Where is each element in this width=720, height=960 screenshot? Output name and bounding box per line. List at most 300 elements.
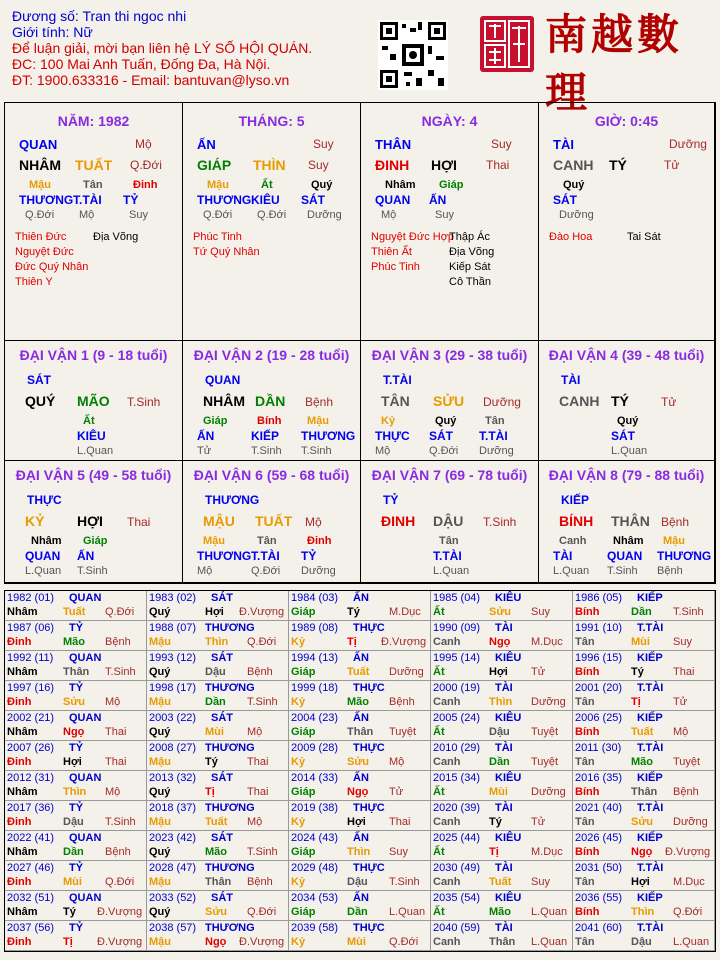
year-cell[interactable]	[431, 831, 573, 861]
year-state: Mộ	[105, 786, 121, 798]
year-cell[interactable]	[431, 651, 573, 681]
year-cell[interactable]	[431, 891, 573, 921]
year-can: Mậu	[149, 876, 171, 888]
year-chi: Tý	[631, 666, 644, 678]
year-chi: Tị	[63, 936, 73, 948]
year-can: Nhâm	[7, 666, 38, 678]
gender: Giới tính: Nữ	[12, 24, 93, 40]
year-god: THỰC	[353, 622, 385, 634]
year-label: 2012 (31)	[7, 772, 55, 784]
year-god: QUAN	[69, 652, 102, 664]
year-cell[interactable]	[573, 771, 715, 801]
year-god: QUAN	[69, 892, 102, 904]
year-chi: Dậu	[489, 726, 510, 738]
dai-van-hidden-state: T.Sinh	[251, 445, 282, 457]
star-bad: Tai Sát	[627, 231, 661, 243]
year-cell[interactable]	[289, 921, 431, 951]
year-can: Bính	[575, 606, 600, 618]
hidden-god: SÁT	[301, 193, 325, 207]
year-state: Suy	[531, 606, 550, 618]
year-cell[interactable]	[5, 681, 147, 711]
year-can: Nhâm	[7, 906, 38, 918]
year-label: 2020 (39)	[433, 802, 481, 814]
year-state: Tử	[531, 666, 546, 678]
year-cell[interactable]	[5, 771, 147, 801]
year-chi: Tuất	[205, 816, 228, 828]
year-god: T.TÀI	[637, 622, 664, 634]
dai-van-chi: DẦN	[255, 393, 286, 409]
year-can: Bính	[575, 666, 600, 678]
year-can: Đinh	[7, 636, 32, 648]
dai-van-1[interactable]	[5, 341, 183, 461]
hidden-god: THƯƠNG	[19, 193, 74, 207]
dai-van-8[interactable]	[539, 461, 715, 583]
year-state: T.Sinh	[105, 666, 136, 678]
year-label: 2022 (41)	[7, 832, 55, 844]
year-god: TÀI	[495, 802, 513, 814]
year-god: KIÊU	[495, 592, 522, 604]
year-label: 1985 (04)	[433, 592, 481, 604]
year-god: QUAN	[69, 592, 102, 604]
hidden-god: THƯƠNG	[197, 193, 252, 207]
year-god: THƯƠNG	[205, 862, 255, 874]
dai-van-hidden-god: THƯƠNG	[197, 549, 252, 563]
year-cell[interactable]	[573, 861, 715, 891]
year-can: Mậu	[149, 936, 171, 948]
year-chi: Tý	[489, 816, 502, 828]
year-cell[interactable]	[5, 711, 147, 741]
year-chi: Hợi	[63, 756, 82, 768]
year-chi: Dậu	[205, 666, 226, 678]
dai-van-can: MẬU	[203, 513, 235, 529]
year-god: ẤN	[353, 592, 369, 604]
year-cell[interactable]	[289, 861, 431, 891]
dai-van-hidden-can: Quý	[435, 415, 457, 427]
year-cell[interactable]	[573, 921, 715, 951]
year-label: 1986 (05)	[575, 592, 623, 604]
year-state: T.Sinh	[673, 606, 704, 618]
year-cell[interactable]	[573, 711, 715, 741]
year-chi: Tý	[63, 906, 76, 918]
year-can: Giáp	[291, 906, 316, 918]
star-bad: Thập Ác	[449, 231, 490, 243]
year-chi: Thân	[63, 666, 90, 678]
dai-van-hidden-state: L.Quan	[433, 565, 470, 577]
year-cell[interactable]	[573, 801, 715, 831]
dai-van-state: T.Sinh	[127, 395, 161, 409]
year-label: 1991 (10)	[575, 622, 623, 634]
dai-van-hidden-god: KIẾP	[251, 429, 280, 443]
dai-van-hidden-can: Nhâm	[613, 535, 644, 547]
year-label: 2036 (55)	[575, 892, 623, 904]
year-cell[interactable]	[147, 861, 289, 891]
year-god: QUAN	[69, 712, 102, 724]
year-cell[interactable]	[289, 801, 431, 831]
year-state: Tuyệt	[673, 756, 701, 768]
year-chi: Dần	[489, 756, 510, 768]
year-state: Bệnh	[247, 876, 273, 888]
year-cell[interactable]	[573, 651, 715, 681]
year-can: Nhâm	[7, 726, 38, 738]
year-chi: Thìn	[631, 906, 655, 918]
year-label: 2004 (23)	[291, 712, 339, 724]
year-chi: Mùi	[205, 726, 224, 738]
year-god: KIẾP	[637, 772, 663, 784]
year-cell[interactable]	[289, 741, 431, 771]
year-god: QUAN	[69, 832, 102, 844]
year-god: KIÊU	[495, 652, 522, 664]
dai-van-hidden-can: Đinh	[307, 535, 332, 547]
year-cell[interactable]	[5, 651, 147, 681]
year-cell[interactable]	[431, 711, 573, 741]
year-cell[interactable]	[147, 711, 289, 741]
year-chi: Thìn	[205, 636, 229, 648]
year-cell[interactable]	[573, 681, 715, 711]
year-cell[interactable]	[431, 801, 573, 831]
year-god: SÁT	[211, 772, 233, 784]
pillar-can: GIÁP	[197, 157, 232, 173]
year-god: T.TÀI	[637, 682, 664, 694]
year-label: 1992 (11)	[7, 652, 54, 664]
dai-van-title: ĐẠI VẬN 1 (9 - 18 tuổi)	[19, 347, 168, 363]
year-cell[interactable]	[431, 741, 573, 771]
year-state: Suy	[531, 876, 550, 888]
year-label: 2033 (52)	[149, 892, 197, 904]
year-state: Bệnh	[673, 786, 699, 798]
dai-van-state: Bệnh	[661, 515, 690, 529]
pillar-3[interactable]	[361, 103, 539, 341]
year-chi: Tị	[631, 696, 641, 708]
dai-van-hidden-god: KIÊU	[77, 429, 106, 443]
dai-van-hidden-can: Giáp	[203, 415, 228, 427]
year-god: KIẾP	[637, 592, 663, 604]
pillar-1[interactable]	[5, 103, 183, 341]
dai-van-hidden-can: Mậu	[307, 415, 329, 427]
year-god: T.TÀI	[637, 862, 664, 874]
year-chi: Mùi	[347, 936, 366, 948]
dai-van-hidden-can: Tân	[439, 535, 459, 547]
hidden-state: Q.Đới	[257, 209, 287, 221]
year-god: THỰC	[353, 862, 385, 874]
dai-van-hidden-god: T.TÀI	[479, 429, 508, 443]
year-cell[interactable]	[147, 681, 289, 711]
year-cell[interactable]	[573, 621, 715, 651]
dai-van-6[interactable]	[183, 461, 361, 583]
dai-van-hidden-state: Dưỡng	[479, 445, 514, 457]
dai-van-hidden-god: T.TÀI	[433, 549, 462, 563]
year-state: Q.Đới	[673, 906, 703, 918]
year-label: 2005 (24)	[433, 712, 481, 724]
year-chi: Mùi	[489, 786, 508, 798]
year-label: 2018 (37)	[149, 802, 197, 814]
year-chi: Hợi	[347, 816, 366, 828]
year-cell[interactable]	[5, 621, 147, 651]
pillar-chi-state: Thai	[486, 158, 510, 172]
year-state: Đ.Vượng	[665, 846, 711, 858]
year-label: 1984 (03)	[291, 592, 339, 604]
pillar-title: GIỜ: 0:45	[594, 113, 659, 129]
pillar-god: ẤN	[197, 137, 216, 152]
dai-van-hidden-can: Canh	[559, 535, 587, 547]
year-cell[interactable]	[5, 741, 147, 771]
phone-email[interactable]: ĐT: 1900.633316 - Email: bantuvan@lyso.vn	[12, 72, 290, 88]
year-cell[interactable]	[289, 771, 431, 801]
year-cell[interactable]	[5, 801, 147, 831]
year-can: Canh	[433, 876, 461, 888]
star-good: Đào Hoa	[549, 231, 593, 243]
year-chi: Dần	[347, 906, 368, 918]
dai-van-hidden-state: Bệnh	[657, 565, 683, 577]
year-cell[interactable]	[147, 651, 289, 681]
year-chi: Mùi	[63, 876, 82, 888]
year-label: 2037 (56)	[7, 922, 55, 934]
dai-van-god: THỰC	[27, 493, 62, 507]
year-god: TỶ	[69, 802, 84, 814]
hidden-can: Mậu	[207, 179, 229, 191]
year-cell[interactable]	[147, 591, 289, 621]
hidden-can: Nhâm	[385, 179, 416, 191]
dai-van-hidden-god: THỰC	[375, 429, 410, 443]
year-can: Kỷ	[291, 936, 306, 948]
qr-code-icon[interactable]	[378, 20, 448, 90]
year-chi: Sửu	[347, 756, 370, 768]
star-bad: Cô Thần	[449, 276, 491, 288]
year-state: T.Sinh	[247, 696, 278, 708]
year-chi: Mão	[489, 906, 511, 918]
year-chi: Sửu	[205, 906, 228, 918]
year-can: Quý	[149, 606, 171, 618]
dai-van-2[interactable]	[183, 341, 361, 461]
year-cell[interactable]	[573, 831, 715, 861]
year-cell[interactable]	[289, 651, 431, 681]
year-god: THƯƠNG	[205, 922, 255, 934]
year-label: 2031 (50)	[575, 862, 623, 874]
year-chi: Ngọ	[489, 636, 511, 648]
year-state: T.Sinh	[389, 876, 420, 888]
dai-van-4[interactable]	[539, 341, 715, 461]
dai-van-hidden-god: TÀI	[553, 549, 573, 563]
year-state: Bệnh	[105, 846, 131, 858]
dai-van-hidden-can: Quý	[617, 415, 639, 427]
pillar-chi-state: Suy	[308, 158, 329, 172]
year-god: TÀI	[495, 682, 513, 694]
dai-van-5[interactable]	[5, 461, 183, 583]
header-info	[12, 8, 312, 88]
year-label: 2023 (42)	[149, 832, 197, 844]
year-chi: Tuất	[489, 876, 512, 888]
yearly-table	[4, 590, 716, 952]
dai-van-chi: HỢI	[77, 513, 103, 529]
year-label: 2026 (45)	[575, 832, 623, 844]
year-can: Canh	[433, 816, 461, 828]
hidden-state: Q.Đới	[25, 209, 55, 221]
dai-van-hidden-can: Tân	[485, 415, 505, 427]
year-label: 1998 (17)	[149, 682, 197, 694]
star-good: Nguyệt Đức Hợp	[371, 231, 455, 243]
year-can: Ất	[433, 906, 445, 918]
hidden-can: Tân	[83, 179, 103, 191]
pillar-can: CANH	[553, 157, 594, 173]
year-can: Tân	[575, 696, 595, 708]
year-cell[interactable]	[289, 591, 431, 621]
year-label: 2002 (21)	[7, 712, 55, 724]
year-cell[interactable]	[147, 771, 289, 801]
year-god: SÁT	[211, 892, 233, 904]
year-can: Đinh	[7, 756, 32, 768]
year-label: 1989 (08)	[291, 622, 339, 634]
year-cell[interactable]	[289, 621, 431, 651]
year-cell[interactable]	[147, 621, 289, 651]
year-god: THỰC	[353, 742, 385, 754]
hidden-god: QUAN	[375, 193, 411, 207]
year-cell[interactable]	[5, 861, 147, 891]
pillar-2[interactable]	[183, 103, 361, 341]
year-can: Ất	[433, 786, 445, 798]
dai-van-hidden-state: L.Quan	[611, 445, 648, 457]
year-chi: Hợi	[489, 666, 508, 678]
year-chi: Thân	[347, 726, 374, 738]
year-label: 2038 (57)	[149, 922, 197, 934]
year-can: Quý	[149, 906, 171, 918]
year-can: Canh	[433, 936, 461, 948]
year-god: T.TÀI	[637, 922, 664, 934]
year-state: Tuyệt	[531, 756, 559, 768]
year-state: Mộ	[673, 726, 689, 738]
star-good: Phúc Tinh	[371, 261, 420, 273]
year-cell[interactable]	[147, 921, 289, 951]
year-can: Canh	[433, 756, 461, 768]
year-can: Tân	[575, 876, 595, 888]
year-god: T.TÀI	[637, 802, 664, 814]
year-can: Kỷ	[291, 876, 306, 888]
year-cell[interactable]	[289, 831, 431, 861]
year-state: Thai	[105, 726, 127, 738]
dai-van-can: CANH	[559, 393, 600, 409]
year-chi: Dậu	[631, 936, 652, 948]
dai-van-hidden-god: TỶ	[301, 549, 317, 563]
year-cell[interactable]	[5, 591, 147, 621]
year-state: Tử	[531, 816, 546, 828]
dai-van-3[interactable]	[361, 341, 539, 461]
dai-van-hidden-state: L.Quan	[77, 445, 114, 457]
year-cell[interactable]	[431, 921, 573, 951]
year-god: QUAN	[69, 772, 102, 784]
year-god: KIẾP	[637, 712, 663, 724]
year-cell[interactable]	[147, 831, 289, 861]
year-can: Quý	[149, 846, 171, 858]
year-state: Mộ	[389, 756, 405, 768]
year-state: T.Sinh	[247, 846, 278, 858]
dai-van-7[interactable]	[361, 461, 539, 583]
year-cell[interactable]	[431, 681, 573, 711]
star-good: Thiên Ất	[371, 246, 412, 258]
year-cell[interactable]	[5, 831, 147, 861]
year-chi: Dậu	[347, 876, 368, 888]
year-cell[interactable]	[573, 741, 715, 771]
contact-invite[interactable]: Để luận giải, mời bạn liên hệ LÝ SỐ HỘI QUÁN.	[12, 40, 313, 56]
year-god: TÀI	[495, 742, 513, 754]
year-can: Đinh	[7, 816, 32, 828]
year-cell[interactable]	[573, 891, 715, 921]
dai-van-can: KỶ	[25, 513, 45, 529]
year-cell[interactable]	[431, 861, 573, 891]
pillar-4[interactable]	[539, 103, 715, 341]
owner-name: Đương số: Tran thi ngoc nhi	[12, 8, 187, 24]
year-cell[interactable]	[5, 891, 147, 921]
year-cell[interactable]	[147, 741, 289, 771]
year-cell[interactable]	[5, 921, 147, 951]
year-state: M.Dục	[673, 876, 705, 888]
pillar-title: NĂM: 1982	[57, 113, 130, 129]
star-good: Thiên Y	[15, 276, 53, 288]
dai-van-title: ĐẠI VẬN 7 (69 - 78 tuổi)	[371, 467, 528, 483]
year-cell[interactable]	[431, 591, 573, 621]
year-label: 2014 (33)	[291, 772, 339, 784]
dai-van-hidden-god: ẤN	[77, 549, 95, 563]
year-god: ẤN	[353, 652, 369, 664]
year-chi: Mão	[347, 696, 369, 708]
year-god: SÁT	[211, 832, 233, 844]
year-label: 1995 (14)	[433, 652, 481, 664]
year-can: Ất	[433, 606, 445, 618]
year-can: Mậu	[149, 696, 171, 708]
year-chi: Tị	[205, 786, 215, 798]
year-cell[interactable]	[147, 891, 289, 921]
year-cell[interactable]	[431, 621, 573, 651]
dai-van-god: SÁT	[27, 373, 51, 387]
year-label: 2011 (30)	[575, 742, 622, 754]
year-state: Thai	[247, 786, 269, 798]
year-god: TÀI	[495, 862, 513, 874]
year-god: KIÊU	[495, 832, 522, 844]
year-chi: Thìn	[489, 696, 513, 708]
dai-van-chi: TUẤT	[255, 513, 293, 529]
year-cell[interactable]	[289, 681, 431, 711]
year-god: THỰC	[353, 682, 385, 694]
year-god: KIẾP	[637, 652, 663, 664]
hidden-state: Suy	[129, 209, 148, 221]
address: ĐC: 100 Mai Anh Tuấn, Đống Đa, Hà Nội.	[12, 56, 271, 72]
pillar-god-state: Mộ	[135, 137, 152, 151]
pillar-chi-state: Tử	[664, 158, 680, 172]
pillar-chi: TUẤT	[75, 157, 113, 173]
dai-van-hidden-state: T.Sinh	[607, 565, 638, 577]
hidden-god: TỶ	[123, 193, 139, 207]
year-can: Đinh	[7, 876, 32, 888]
year-can: Bính	[575, 846, 600, 858]
year-can: Kỷ	[291, 636, 306, 648]
year-can: Kỷ	[291, 756, 306, 768]
year-state: Đ.Vượng	[97, 906, 143, 918]
year-cell[interactable]	[573, 591, 715, 621]
year-label: 2034 (53)	[291, 892, 339, 904]
dai-van-god: T.TÀI	[383, 373, 412, 387]
year-cell[interactable]	[431, 771, 573, 801]
year-cell[interactable]	[289, 711, 431, 741]
year-state: Suy	[389, 846, 408, 858]
dai-van-can: ĐINH	[381, 513, 416, 529]
year-god: KIÊU	[495, 712, 522, 724]
hidden-state: Mộ	[79, 209, 95, 221]
hidden-state: Suy	[435, 209, 454, 221]
dai-van-hidden-state: Mộ	[375, 445, 391, 457]
year-cell[interactable]	[147, 801, 289, 831]
star-bad: Kiếp Sát	[449, 261, 491, 273]
year-state: M.Dục	[389, 606, 421, 618]
year-can: Ất	[433, 726, 445, 738]
year-cell[interactable]	[289, 891, 431, 921]
year-chi: Tị	[489, 846, 499, 858]
